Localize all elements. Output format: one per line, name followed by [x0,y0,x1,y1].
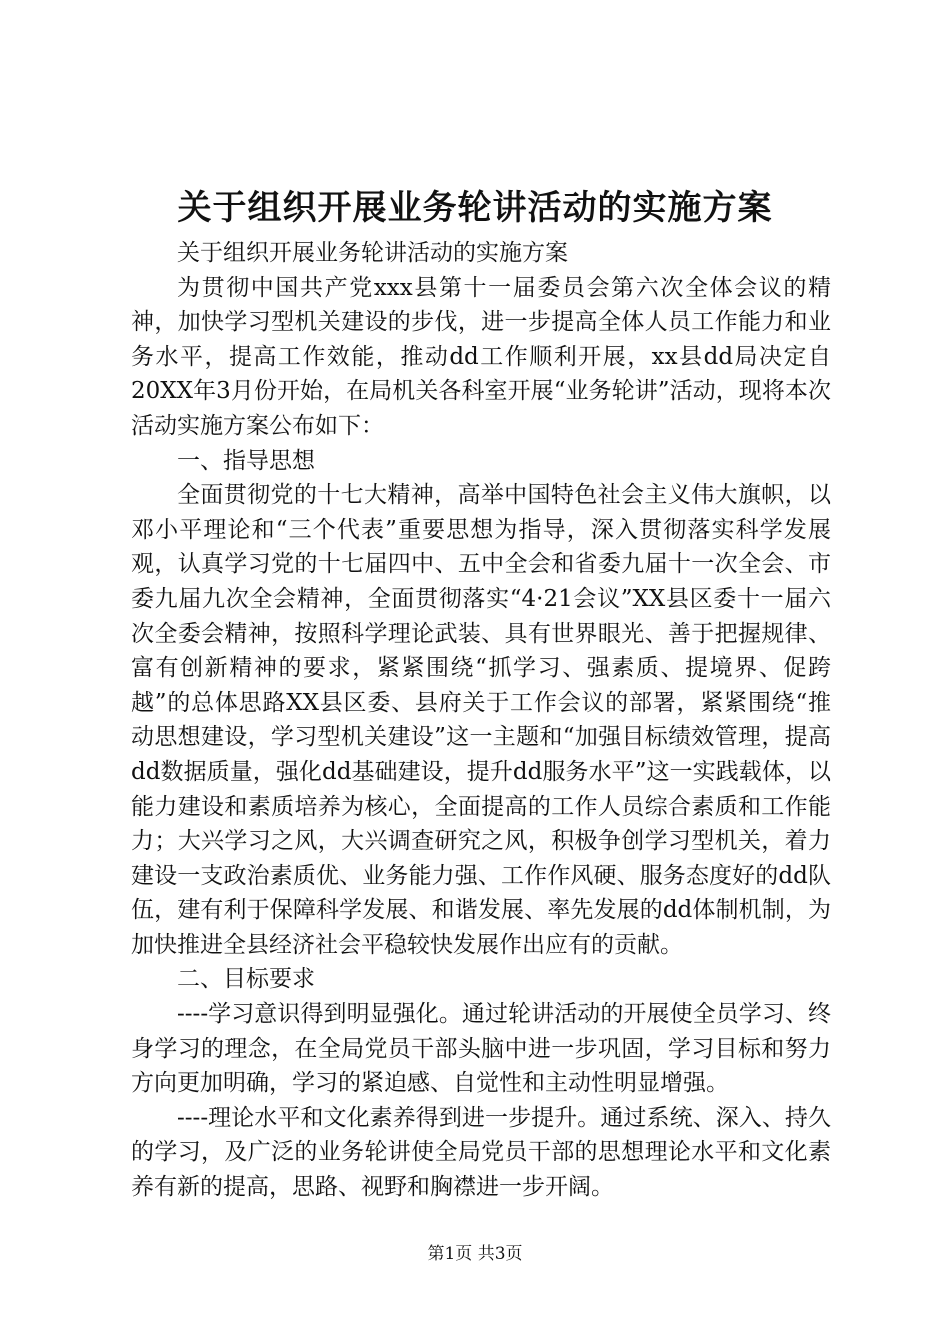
section-heading-guiding-ideology: 一、指导思想 [177,447,315,474]
paragraph-goal-learning-awareness: ----学习意识得到明显强化。通过轮讲活动的开展使全员学习、终身学习的理念，在全局党员干部头脑中进一步巩固，学习目标和努力方向更加明确，学习的紧迫感、自觉性和主动性明显增强。 [131,1001,831,1097]
paragraph-guiding-ideology: 全面贯彻党的十七大精神，高举中国特色社会主义伟大旗帜，以邓小平理论和“三个代表”重要思想为指导，深入贯彻落实科学发展观，认真学习党的十七届四中、五中全会和省委九届十一次全会、市委九届九次全会精神，全面贯彻落实“4·21会议”XX县区委十一届六次全委会精神，按照科学理论武装、具有世界眼光、善于把握规律、富有创新精神的要求，紧紧围绕“抓学习、强素质、提境界、促跨越”的总体思路XX县区委、县府关于工作会议的部署，紧紧围绕“推动思想建设，学习型机关建设”这一主题和“加强目标绩效管理，提高dd数据质量，强化dd基础建设，提升dd服务水平”这一实践载体，以能力建设和素质培养为核心，全面提高的工作人员综合素质和工作能力；大兴学习之风，大兴调查研究之风，积极争创学习型机关，着力建设一支政治素质优、业务能力强、工作作风硬、服务态度好的dd队伍，建有利于保障科学发展、和谐发展、率先发展的dd体制机制，为加快推进全县经济社会平稳较快发展作出应有的贡献。 [131,482,831,958]
paragraph-intro: 为贯彻中国共产党xxx县第十一届委员会第六次全体会议的精神，加快学习型机关建设的步伐，进一步提高全体人员工作能力和业务水平，提高工作效能，推动dd工作顺利开展，xx县dd局决定自20XX年3月份开始，在局机关各科室开展“业务轮讲”活动，现将本次活动实施方案公布如下： [131,274,831,439]
paragraph-subtitle: 关于组织开展业务轮讲活动的实施方案 [177,240,568,266]
document-body [131,236,831,1205]
page-number-footer: 第1页 共3页 [427,1244,523,1264]
paragraph-goal-theory-level: ----理论水平和文化素养得到进一步提升。通过系统、深入、持久的学习，及广泛的业务轮讲使全局党员干部的思想理论水平和文化素养有新的提高，思路、视野和胸襟进一步开阔。 [131,1104,831,1201]
document-title: 关于组织开展业务轮讲活动的实施方案 [177,188,773,228]
section-heading-goals: 二、目标要求 [177,966,315,993]
